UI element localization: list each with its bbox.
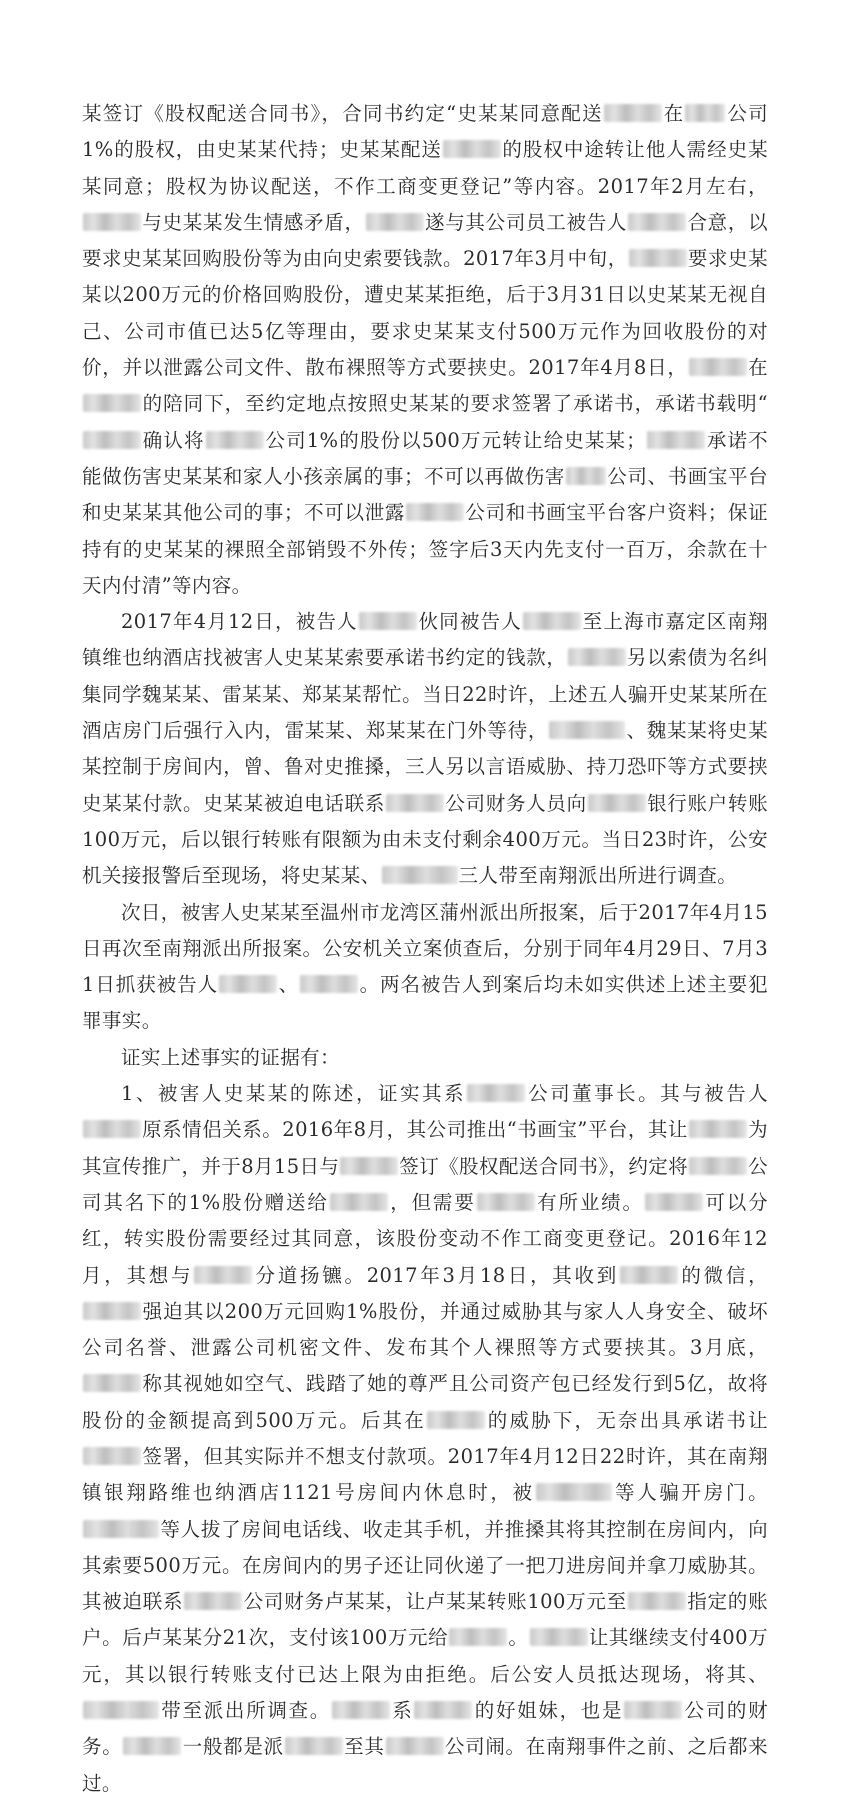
redacted-name-block bbox=[414, 1701, 472, 1719]
redacted-name-block bbox=[382, 866, 458, 884]
text-segment: 要求史某某以200万元的价格回购股份，遭史某某拒绝，后于3月31日以史某某无视自己、公司市值已达5亿等理由，要求史某某支付500万元作为回收股份的对价，并以泄露公司文件、散布裸照等方式要挟史。2017年4月8日， bbox=[82, 247, 768, 380]
text-segment: 签订《股权配送合同书》，约定将 bbox=[399, 1154, 689, 1178]
redacted-name-block bbox=[685, 104, 725, 122]
text-segment: 次日，被害人史某某至温州市龙湾区蒲州派出所报案，后于2017年4月15日再次至南翔派出所报案。公安机关立案侦查后，分别于同年4月29日、7月31日抓获被告人 bbox=[82, 900, 768, 997]
text-segment: 带至派出所调查。 bbox=[160, 1699, 331, 1723]
redacted-name-block bbox=[83, 213, 141, 231]
text-segment: 公司闹。在南翔事件之前、之后都来过。 bbox=[82, 1735, 768, 1795]
text-segment: 三人带至南翔派出所进行调查。 bbox=[458, 864, 738, 888]
redacted-name-block bbox=[194, 1266, 252, 1284]
redacted-name-block bbox=[530, 1628, 588, 1646]
text-segment: 1、被害人史某某的陈述，证实其系 bbox=[121, 1082, 466, 1106]
text-segment: 公司、书画宝平台和史某某其他公司的事；不可以泄露 bbox=[82, 464, 768, 525]
text-segment: 银行账户转账100万元，后以银行转账有限额为由未支付剩余400万元。当日23时许，公安机关接报警后至现场，将史某某、 bbox=[82, 791, 768, 888]
redacted-name-block bbox=[386, 794, 444, 812]
text-segment: 与史某某发生情感矛盾， bbox=[142, 210, 365, 234]
text-segment: 、魏某某将史某某控制于房间内，曾、鲁对史推搡，三人另以言语威胁、持刀恐吓等方式要挟史某某付款。史某某被迫电话联系 bbox=[82, 719, 768, 815]
text-segment: 。两名被告人到案后均未如实供述上述主要犯罪事实。 bbox=[82, 973, 768, 1033]
text-segment: 的陪同下，至约定地点按照史某某的要求签署了承诺书，承诺书载明“ bbox=[142, 392, 768, 416]
text-segment: 合意，以要求史某某回购股份等为由向史索要钱款。2017年3月中旬， bbox=[82, 210, 768, 271]
redacted-name-block bbox=[359, 612, 417, 630]
redacted-name-block bbox=[628, 213, 686, 231]
text-segment: 公司1%的股份以500万元转让给史某某； bbox=[264, 428, 647, 452]
paragraph-p2 bbox=[82, 604, 768, 894]
text-segment: 某签订《股权配送合同书》，合同书约定“史某某同意配送 bbox=[82, 102, 603, 125]
redacted-name-block bbox=[689, 1120, 747, 1138]
text-segment: 强迫其以200万元回购1%股份，并通过威胁其与家人人身安全、破坏公司名誉、泄露公司机密文件、发布其个人裸照等方式要挟其。3月底， bbox=[82, 1299, 768, 1360]
text-segment: 等人骗开房门。 bbox=[612, 1481, 768, 1505]
redacted-name-block bbox=[477, 1193, 535, 1211]
text-segment: 承诺不能做伤害史某某和家人小孩亲属的事；不可以再做伤害 bbox=[82, 428, 769, 488]
redacted-name-block bbox=[83, 1447, 141, 1465]
redacted-name-block bbox=[443, 140, 501, 158]
text-segment: 伙同被告人 bbox=[417, 610, 522, 634]
redacted-name-block bbox=[340, 1157, 398, 1175]
redacted-name-block bbox=[406, 503, 464, 521]
redacted-name-block bbox=[83, 1520, 159, 1538]
redacted-name-block bbox=[588, 794, 646, 812]
redacted-name-block bbox=[689, 1157, 747, 1175]
text-segment: 另以索债为名纠集同学魏某某、雷某某、郑某某帮忙。当日22时许，上述五人骗开史某某所在酒店房门后强行入内，雷某某、郑某某在门外等待， bbox=[82, 646, 768, 743]
redacted-name-block bbox=[629, 249, 687, 267]
text-segment: 的微信， bbox=[679, 1263, 768, 1287]
redacted-name-block bbox=[620, 1266, 678, 1284]
redacted-name-block bbox=[628, 1592, 686, 1610]
redacted-name-block bbox=[123, 1737, 181, 1755]
text-segment: 原系情侣关系。2016年8月，其公司推出“书画宝”平台，其让 bbox=[142, 1118, 688, 1142]
text-segment: 等人拔了房间电话线、收走其手机，并推搡其将其控制在房间内，向其索要500万元。在房间内的男子还让同伙递了一把刀进房间并拿刀威胁其。其被迫联系 bbox=[82, 1517, 768, 1614]
text-segment: 为其宣传推广，并于8月15日与 bbox=[82, 1118, 768, 1178]
text-segment: 指定的账户。后卢某某分21次，支付该100万元给 bbox=[82, 1590, 768, 1650]
text-segment: 证实上述事实的证据有： bbox=[121, 1045, 340, 1069]
redacted-name-block bbox=[386, 1737, 444, 1755]
document-body bbox=[82, 96, 768, 1802]
text-segment: 在 bbox=[662, 102, 685, 125]
text-segment: 可以分红，转实股份需要经过其同意，该股份变动不作工商变更登记。2016年12月，其想与 bbox=[82, 1190, 768, 1287]
paragraph-p3 bbox=[82, 895, 768, 1040]
redacted-name-block bbox=[624, 1701, 682, 1719]
text-segment: ，但需要 bbox=[388, 1190, 476, 1214]
text-segment: 分道扬镳。2017年3月18日，其收到 bbox=[253, 1263, 620, 1287]
text-segment: 公司财务卢某某，让卢某某转账100万元至 bbox=[243, 1590, 627, 1614]
redacted-name-block bbox=[206, 431, 264, 449]
text-segment: 签署，但其实际并不想支付款项。2017年4月12日22时许，其在南翔镇银翔路维也纳酒店1121号房间内休息时，被 bbox=[82, 1444, 768, 1505]
text-segment: 、 bbox=[278, 973, 300, 997]
text-segment: 称其视她如空气、践踏了她的尊严且公司资产包已经发行到5亿，故将股份的金额提高到500万元。后其在 bbox=[82, 1372, 768, 1432]
text-segment: 公司的财务。 bbox=[82, 1699, 768, 1759]
redacted-name-block bbox=[536, 1483, 612, 1501]
redacted-name-block bbox=[83, 394, 141, 412]
text-segment: 至其 bbox=[343, 1735, 385, 1759]
redacted-name-block bbox=[366, 213, 424, 231]
text-segment: 公司和书画宝平台客户资料；保证持有的史某某的裸照全部销毁不外传；签字后3天内先支付一百万，余款在十天内付清”等内容。 bbox=[82, 501, 768, 597]
redacted-name-block bbox=[83, 1302, 141, 1320]
redacted-name-block bbox=[83, 1701, 159, 1719]
redacted-name-block bbox=[83, 1374, 141, 1392]
redacted-name-block bbox=[647, 431, 705, 449]
text-segment: 公司董事长。其与被告人 bbox=[525, 1082, 769, 1106]
text-segment: 公司1%的股权，由史某某代持；史某某配送 bbox=[82, 102, 768, 162]
text-segment: 的好姐妹，也是 bbox=[473, 1699, 624, 1723]
text-segment: 至上海市嘉定区南翔镇维也纳酒店找被害人史某某索要承诺书约定的钱款， bbox=[82, 610, 768, 670]
redacted-name-block bbox=[184, 1592, 242, 1610]
text-segment: 遂与其公司员工被告人 bbox=[424, 210, 628, 234]
redacted-name-block bbox=[568, 648, 626, 666]
redacted-name-block bbox=[427, 1411, 485, 1429]
paragraph-p5 bbox=[82, 1076, 768, 1802]
redacted-name-block bbox=[83, 1120, 141, 1138]
paragraph-p1 bbox=[82, 96, 768, 604]
text-segment: 。 bbox=[508, 1626, 529, 1650]
text-segment: 一般都是派 bbox=[182, 1735, 284, 1759]
text-segment: 的股权中途转让他人需经史某某同意；股权为协议配送，不作工商变更登记”等内容。2017年2月左右， bbox=[82, 138, 768, 198]
redacted-name-block bbox=[332, 1701, 390, 1719]
text-segment: 在 bbox=[747, 356, 768, 380]
text-segment: 公司财务人员向 bbox=[445, 791, 587, 815]
redacted-name-block bbox=[83, 431, 141, 449]
redacted-name-block bbox=[604, 104, 662, 122]
redacted-name-block bbox=[300, 975, 358, 993]
redacted-name-block bbox=[449, 1628, 507, 1646]
redacted-name-block bbox=[285, 1737, 343, 1755]
redacted-name-block bbox=[549, 721, 625, 739]
text-segment: 系 bbox=[390, 1699, 414, 1723]
redacted-name-block bbox=[467, 1084, 525, 1102]
redacted-name-block bbox=[219, 975, 277, 993]
text-segment: 公司其名下的1%股份赠送给 bbox=[82, 1154, 768, 1214]
text-segment: 让其继续支付400万元，其以银行转账支付已达上限为由拒绝。后公安人员抵达现场，将其、 bbox=[82, 1626, 768, 1686]
redacted-name-block bbox=[330, 1193, 388, 1211]
paragraph-p4 bbox=[82, 1040, 768, 1076]
redacted-name-block bbox=[523, 612, 581, 630]
text-segment: 有所业绩。 bbox=[535, 1190, 644, 1214]
text-segment: 2017年4月12日，被告人 bbox=[121, 610, 358, 634]
text-segment: 确认将 bbox=[142, 428, 205, 452]
text-segment: 的威胁下，无奈出具承诺书让 bbox=[485, 1408, 768, 1432]
redacted-name-block bbox=[689, 358, 747, 376]
redacted-name-block bbox=[645, 1193, 703, 1211]
redacted-name-block bbox=[566, 467, 606, 485]
